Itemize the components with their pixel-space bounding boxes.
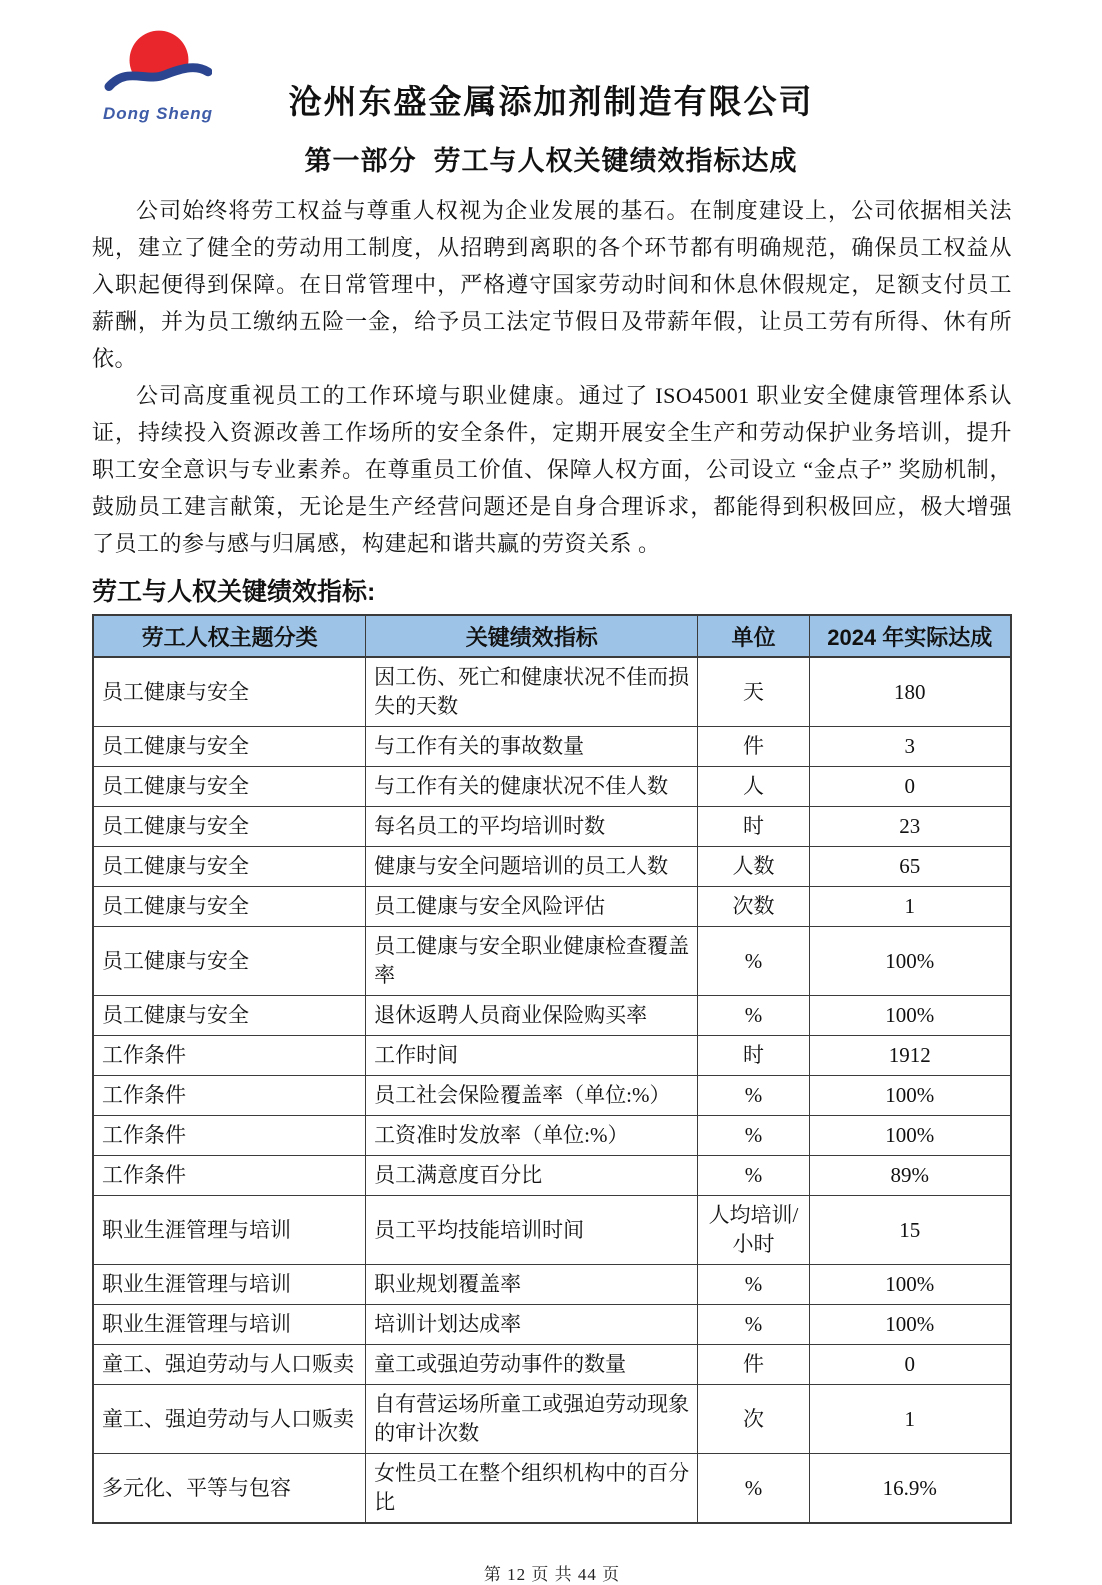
table-cell: 件: [698, 1345, 809, 1385]
table-cell: 员工健康与安全: [93, 727, 366, 767]
table-cell: 工作条件: [93, 1156, 366, 1196]
table-row: [93, 727, 1011, 767]
table-cell: 次数: [698, 887, 809, 927]
kpi-table: [92, 614, 1012, 1524]
company-logo: [102, 28, 214, 124]
table-cell: 100%: [809, 1076, 1011, 1116]
table-row: [93, 1116, 1011, 1156]
table-cell: 180: [809, 657, 1011, 727]
table-cell: %: [698, 1156, 809, 1196]
table-row: [93, 847, 1011, 887]
page-number: 第 12 页 共 44 页: [483, 1565, 621, 1584]
kpi-table-body: [93, 657, 1011, 1523]
table-cell: 健康与安全问题培训的员工人数: [366, 847, 698, 887]
table-cell: 工作时间: [366, 1036, 698, 1076]
table-cell: 100%: [809, 996, 1011, 1036]
table-row: [93, 1076, 1011, 1116]
section-heading: 第一部分 劳工与人权关键绩效指标达成: [304, 146, 798, 176]
table-cell: 23: [809, 807, 1011, 847]
table-cell: 0: [809, 1345, 1011, 1385]
table-row: [93, 1196, 1011, 1265]
table-cell: 65: [809, 847, 1011, 887]
table-cell: 每名员工的平均培训时数: [366, 807, 698, 847]
table-cell: 员工平均技能培训时间: [366, 1196, 698, 1265]
table-cell: 员工健康与安全: [93, 996, 366, 1036]
dongsheng-logo-icon: [104, 28, 212, 102]
table-cell: 员工健康与安全: [93, 847, 366, 887]
table-cell: 1: [809, 1385, 1011, 1454]
table-cell: 工作条件: [93, 1116, 366, 1156]
table-cell: 童工、强迫劳动与人口贩卖: [93, 1345, 366, 1385]
table-cell: 1: [809, 887, 1011, 927]
table-cell: 培训计划达成率: [366, 1305, 698, 1345]
table-row: [93, 1454, 1011, 1524]
table-cell: 时: [698, 1036, 809, 1076]
table-cell: 员工健康与安全: [93, 887, 366, 927]
table-cell: 员工社会保险覆盖率（单位:%）: [366, 1076, 698, 1116]
table-row: [93, 887, 1011, 927]
table-cell: 因工伤、死亡和健康状况不佳而损失的天数: [366, 657, 698, 727]
logo-wordmark: Dong Sheng: [102, 104, 214, 123]
table-cell: 童工、强迫劳动与人口贩卖: [93, 1385, 366, 1454]
table-cell: 16.9%: [809, 1454, 1011, 1524]
column-header-result: 2024 年实际达成: [809, 615, 1011, 657]
table-cell: 100%: [809, 1305, 1011, 1345]
table-cell: %: [698, 1454, 809, 1524]
table-cell: 员工健康与安全: [93, 657, 366, 727]
company-name: 沧州东盛金属添加剂制造有限公司: [288, 85, 814, 121]
table-cell: 件: [698, 727, 809, 767]
table-cell: 职业生涯管理与培训: [93, 1305, 366, 1345]
table-row: [93, 1305, 1011, 1345]
table-cell: %: [698, 996, 809, 1036]
table-cell: 童工或强迫劳动事件的数量: [366, 1345, 698, 1385]
table-cell: 员工健康与安全: [93, 807, 366, 847]
table-row: [93, 1385, 1011, 1454]
table-cell: 员工健康与安全: [93, 767, 366, 807]
paragraph-labor-rights: 公司始终将劳工权益与尊重人权视为企业发展的基石。在制度建设上，公司依据相关法规，建立了健全的劳动用工制度，从招聘到离职的各个环节都有明确规范，确保员工权益从入职起便得到保障。在日常管理中，严格遵守国家劳动时间和休息休假规定，足额支付员工薪酬，并为员工缴纳五险一金，给予员工法定节假日及带薪年假，让员工劳有所得、休有所依。: [92, 198, 1012, 371]
page-content: [0, 192, 1102, 1585]
table-cell: 退休返聘人员商业保险购买率: [366, 996, 698, 1036]
table-cell: 员工健康与安全风险评估: [366, 887, 698, 927]
table-cell: 多元化、平等与包容: [93, 1454, 366, 1524]
table-cell: 人均培训/小时: [698, 1196, 809, 1265]
table-row: [93, 657, 1011, 727]
table-cell: 次: [698, 1385, 809, 1454]
table-cell: 3: [809, 727, 1011, 767]
table-cell: 100%: [809, 1116, 1011, 1156]
table-cell: %: [698, 1305, 809, 1345]
table-row: [93, 1265, 1011, 1305]
table-cell: 与工作有关的事故数量: [366, 727, 698, 767]
table-row: [93, 1036, 1011, 1076]
column-header-indicator: 关键绩效指标: [366, 615, 698, 657]
table-cell: 职业生涯管理与培训: [93, 1265, 366, 1305]
table-cell: 员工健康与安全职业健康检查覆盖率: [366, 927, 698, 996]
table-cell: 0: [809, 767, 1011, 807]
table-row: [93, 1156, 1011, 1196]
table-cell: %: [698, 1076, 809, 1116]
table-cell: %: [698, 927, 809, 996]
table-cell: 天: [698, 657, 809, 727]
table-cell: 1912: [809, 1036, 1011, 1076]
table-cell: %: [698, 1265, 809, 1305]
table-cell: 工资准时发放率（单位:%）: [366, 1116, 698, 1156]
table-cell: 职业生涯管理与培训: [93, 1196, 366, 1265]
table-cell: 职业规划覆盖率: [366, 1265, 698, 1305]
table-row: [93, 1345, 1011, 1385]
table-header-row: [93, 615, 1011, 657]
table-cell: 时: [698, 807, 809, 847]
paragraph-health-safety: 公司高度重视员工的工作环境与职业健康。通过了 ISO45001 职业安全健康管理体系认证，持续投入资源改善工作场所的安全条件，定期开展安全生产和劳动保护业务培训，提升职工安全意识与专业素养。在尊重员工价值、保障人权方面，公司设立 “金点子” 奖励机制，鼓励员工建言献策，无论是生产经营问题还是自身合理诉求，都能得到积极回应，极大增强了员工的参与感与归属感，构建起和谐共赢的劳资关系 。: [92, 383, 1012, 556]
table-cell: 工作条件: [93, 1036, 366, 1076]
table-cell: 人: [698, 767, 809, 807]
table-row: [93, 996, 1011, 1036]
kpi-table-label: 劳工与人权关键绩效指标:: [92, 578, 376, 606]
table-cell: 15: [809, 1196, 1011, 1265]
table-row: [93, 927, 1011, 996]
table-cell: 员工满意度百分比: [366, 1156, 698, 1196]
column-header-category: 劳工人权主题分类: [93, 615, 366, 657]
table-cell: 工作条件: [93, 1076, 366, 1116]
table-row: [93, 767, 1011, 807]
table-cell: 人数: [698, 847, 809, 887]
table-cell: %: [698, 1116, 809, 1156]
table-cell: 自有营运场所童工或强迫劳动现象的审计次数: [366, 1385, 698, 1454]
column-header-unit: 单位: [698, 615, 809, 657]
table-cell: 100%: [809, 927, 1011, 996]
table-cell: 100%: [809, 1265, 1011, 1305]
table-cell: 89%: [809, 1156, 1011, 1196]
table-cell: 女性员工在整个组织机构中的百分比: [366, 1454, 698, 1524]
table-cell: 员工健康与安全: [93, 927, 366, 996]
table-row: [93, 807, 1011, 847]
table-cell: 与工作有关的健康状况不佳人数: [366, 767, 698, 807]
